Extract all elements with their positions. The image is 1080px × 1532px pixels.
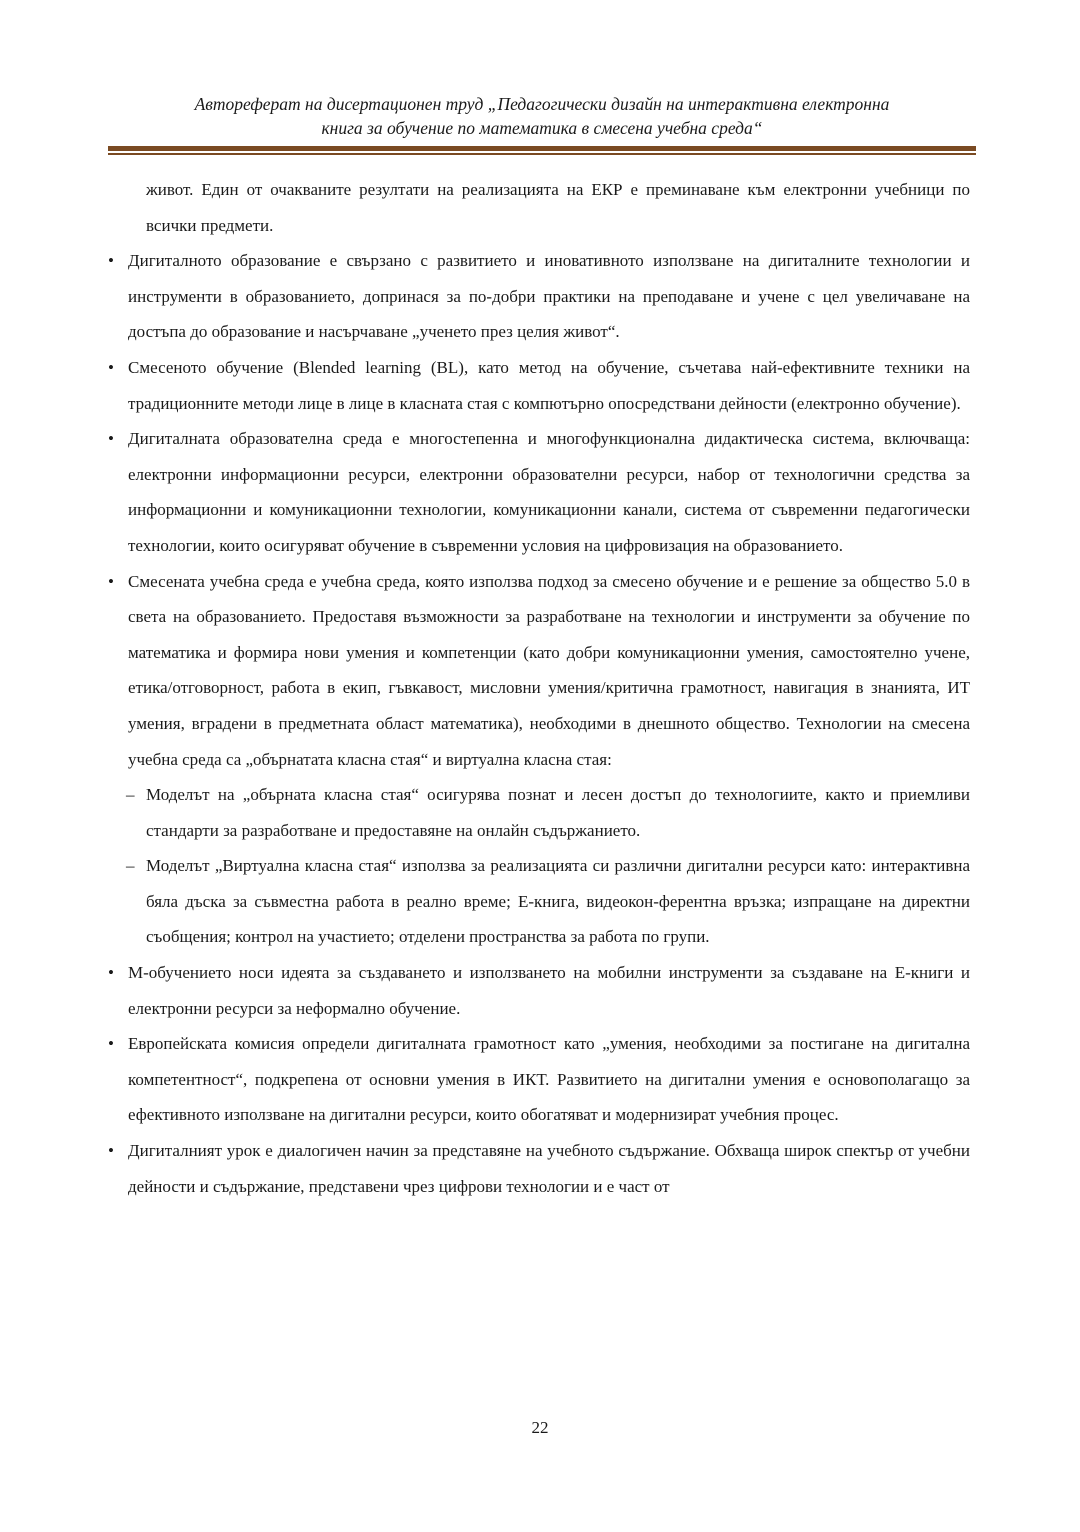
bullet-marker: • xyxy=(108,251,114,271)
body-text xyxy=(108,172,970,1204)
list-item xyxy=(108,350,970,421)
list-item-text: Дигиталният урок е диалогичен начин за представяне на учебното съдържание. Обхваща широк спектър от учебни дейности и съдържание, представени чрез цифрови технологии и е част от xyxy=(128,1141,970,1196)
sub-list-item-text: Моделът на „обърната класна стая“ осигурява познат и лесен достъп до технологиите, както и приемливи стандарти за разработване и предоставяне на онлайн съдържанието. xyxy=(146,785,970,840)
dash-marker: – xyxy=(126,856,135,876)
continuation-paragraph: живот. Един от очакваните резултати на реализацията на ЕКР е преминаване към електронни учебници по всички предмети. xyxy=(146,180,970,235)
list-item xyxy=(108,564,970,778)
bullet-marker: • xyxy=(108,1141,114,1161)
header-line-2: книга за обучение по математика в смесена учебна среда“ xyxy=(321,118,763,138)
list-item xyxy=(108,1133,970,1204)
header-rule-thin xyxy=(108,153,976,155)
list-item xyxy=(108,955,970,1026)
list-item-text: Дигиталната образователна среда е многостепенна и многофункционална дидактическа система, включваща: електронни информационни ресурси, електронни образователни ресурси, набор от технологични средства за информационни и комуникационни технологии, комуникационни канали, система от съвременни педагогически технологии, които осигуряват обучение в съвременни условия на цифровизация на образованието. xyxy=(128,429,970,555)
header-line-1: Автореферат на дисертационен труд „Педагогически дизайн на интерактивна електронна xyxy=(194,94,890,114)
bullet-marker: • xyxy=(108,571,114,591)
sub-list-item xyxy=(108,848,970,955)
sub-list-item-text: Моделът „Виртуална класна стая“ използва за реализацията си различни дигитални ресурси като: интерактивна бяла дъска за съвместна работа в реално време; Е-книга, видеокон-ферентна връзка; изпращане на директни съобщения; контрол на участието; отделени пространства за работа по групи. xyxy=(146,856,970,947)
bullet-marker: • xyxy=(108,963,114,983)
page-number: 22 xyxy=(531,1418,549,1437)
dash-marker: – xyxy=(126,785,135,805)
list-item xyxy=(108,421,970,563)
running-header xyxy=(108,92,976,140)
header-rule-thick xyxy=(108,146,976,151)
sub-list-item xyxy=(108,777,970,848)
list-item-text: Смесената учебна среда е учебна среда, която използва подход за смесено обучение и е решение за общество 5.0 в света на образованието. Предоставя възможности за разработване на технологии и инструменти за обучение по математика и формира нови умения и компетенции (като добри комуникационни умения, самостоятелно учене, етика/отговорност, работа в екип, гъвкавост, мисловни умения/критична грамотност, навигация в знанията, ИТ умения, вградени в предметната област математика), необходими в днешното общество. Технологии на смесена учебна среда са „обърнатата класна стая“ и виртуална класна стая: xyxy=(128,571,970,769)
bullet-marker: • xyxy=(108,429,114,449)
list-item-text: Смесеното обучение (Blended learning (BL), като метод на обучение, съчетава най-ефективните техники на традиционните методи лице в лице в класната стая с компютърно опосредствани дейности (електронно обучение). xyxy=(128,357,970,413)
list-item-text: Дигиталното образование е свързано с развитието и иновативното използване на дигиталните технологии и инструменти в образованието, допринася за по-добри практики на преподаване и учене с цел увеличаване на достъпа до образование и насърчаване „ученето през целия живот“. xyxy=(128,251,970,342)
bullet-marker: • xyxy=(108,1034,114,1054)
list-item-text: Европейската комисия определи дигиталната грамотност като „умения, необходими за постигане на дигитална компетентност“, подкрепена от основни умения в ИКТ. Развитието на дигитални умения е основополагащо за ефективното използване на дигитални ресурси, които обогатяват и модернизират учебния процес. xyxy=(128,1034,970,1125)
bullet-marker: • xyxy=(108,357,114,377)
list-item-text: М-обучението носи идеята за създаването и използването на мобилни инструменти за създаване на Е-книги и електронни ресурси за неформално обучение. xyxy=(128,963,970,1018)
list-item xyxy=(108,1026,970,1133)
list-item xyxy=(108,243,970,350)
